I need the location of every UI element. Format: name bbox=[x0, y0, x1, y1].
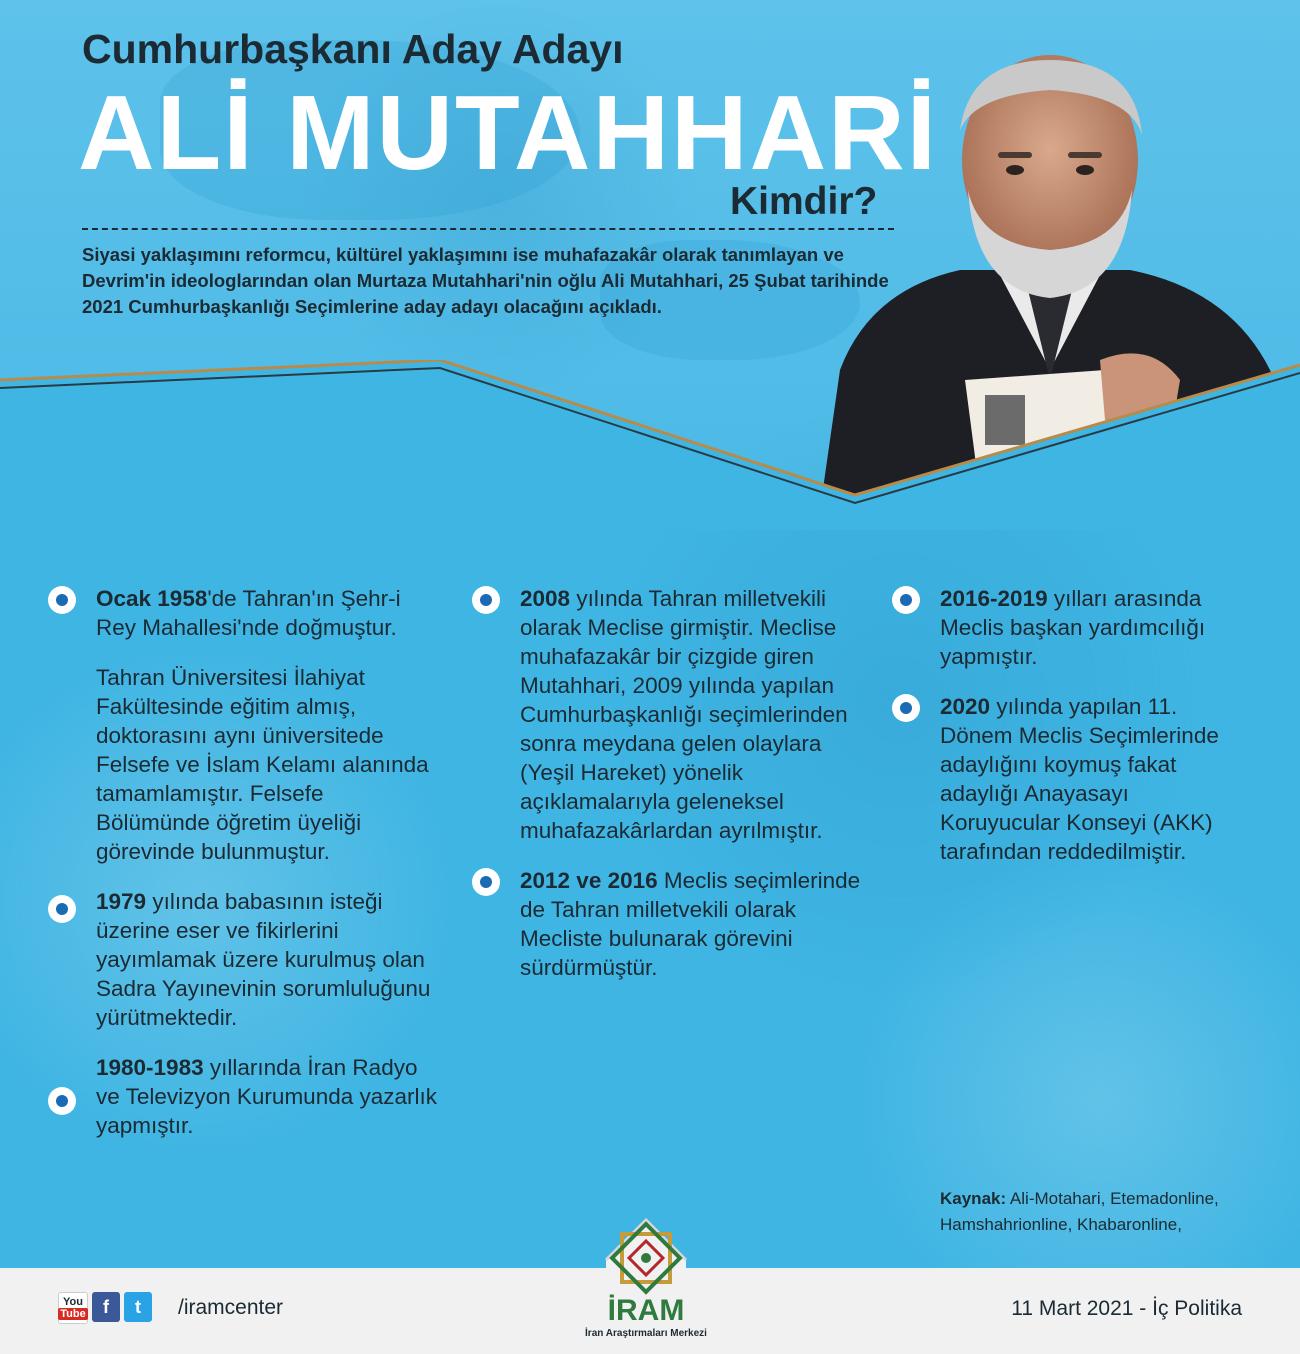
zigzag-divider bbox=[0, 360, 1300, 530]
entry-text: yıllarında İran Radyo ve Televizyon Kurumunda yazarlık yapmıştır. bbox=[96, 1055, 438, 1138]
entry-text: 'de Tahran'ın Şehr-i Rey Mahallesi'nde doğmuştur. bbox=[96, 586, 401, 640]
entry-date: 2016-2019 bbox=[940, 586, 1048, 611]
entry-date: Ocak 1958 bbox=[96, 586, 208, 611]
facebook-glyph: f bbox=[103, 1296, 109, 1317]
timeline-entry bbox=[892, 692, 1252, 866]
facebook-icon[interactable] bbox=[92, 1292, 120, 1322]
logo-emblem-icon bbox=[566, 1200, 726, 1354]
timeline-entry bbox=[48, 1053, 438, 1140]
timeline-column-3 bbox=[892, 584, 1252, 866]
bullet-icon bbox=[48, 895, 76, 923]
bullet-icon bbox=[472, 586, 500, 614]
entry-paragraph: Tahran Üniversitesi İlahiyat Fakültesinde eğitim almış, doktorasını aynı üniversitede Felsefe ve İslam Kelamı alanında tamamlamıştır. Felsefe Bölümünde öğretim üyeliği görevinde bulunmuştur. bbox=[96, 665, 429, 864]
bullet-icon bbox=[472, 868, 500, 896]
page-subtitle: Cumhurbaşkanı Aday Adayı bbox=[82, 26, 624, 72]
publication-date: 11 Mart 2021 - İç Politika bbox=[1011, 1297, 1242, 1320]
entry-date: 2008 bbox=[520, 586, 571, 611]
bullet-icon bbox=[892, 586, 920, 614]
timeline-entry bbox=[48, 584, 438, 642]
title-question: Kimdir? bbox=[730, 180, 878, 223]
page-title: ALİ MUTAHHARİ bbox=[78, 74, 939, 192]
timeline-column-1 bbox=[48, 584, 438, 1140]
source-credit bbox=[940, 1186, 1280, 1238]
bullet-icon bbox=[48, 586, 76, 614]
dashed-divider bbox=[82, 228, 894, 230]
entry-text: yılında yapılan 11. Dönem Meclis Seçimlerinde adaylığını koymuş fakat adaylığı Anayasayı Koruyucular Konseyi (AKK) tarafından reddedilmiştir. bbox=[940, 694, 1219, 864]
entry-text: yılında babasının isteği üzerine eser ve fikirlerini yayımlamak üzere kurulmuş olan Sadra Yayınevinin sorumluluğunu yürütmektedir. bbox=[96, 889, 431, 1030]
youtube-label-top: You bbox=[63, 1296, 83, 1308]
timeline-entry bbox=[472, 866, 862, 982]
twitter-glyph: t bbox=[135, 1296, 141, 1317]
entry-date: 1980-1983 bbox=[96, 1055, 204, 1080]
entry-date: 2020 bbox=[940, 694, 991, 719]
timeline-entry bbox=[48, 887, 438, 1032]
twitter-icon[interactable] bbox=[124, 1292, 152, 1322]
youtube-icon[interactable] bbox=[58, 1292, 88, 1324]
entry-text: yılları arasında Meclis başkan yardımcılığı yapmıştır. bbox=[940, 586, 1206, 669]
bullet-icon bbox=[892, 694, 920, 722]
social-links bbox=[58, 1292, 152, 1324]
intro-paragraph: Siyasi yaklaşımını reformcu, kültürel yaklaşımını ise muhafazakâr olarak tanımlayan ve Devrim'in ideologlarından olan Murtaza Mutahhari'nin oğlu Ali Mutahhari, 25 Şubat tarihinde 2021 Cumhurbaşkanlığı Seçimlerine aday adayı olacağını açıkladı. bbox=[82, 244, 889, 317]
iram-logo bbox=[566, 1200, 726, 1354]
entry-text: Meclis seçimlerinde de Tahran milletvekili olarak Mecliste bulunarak görevini sürdürmüştür. bbox=[520, 868, 861, 980]
entry-text: yılında Tahran milletvekili olarak Meclise girmiştir. Meclise muhafazakâr bir çizgide giren Mutahhari, 2009 yılında yapılan Cumhurbaşkanlığı seçimlerinden sonra meydana gelen olaylara (Yeşil Hareket) yönelik açıklamalarıyla geleneksel muhafazakârlardan ayrılmıştır. bbox=[520, 586, 848, 843]
source-text: Ali-Motahari, Etemadonline, Hamshahrionline, Khabaronline, bbox=[940, 1189, 1219, 1234]
entry-date: 1979 bbox=[96, 889, 147, 914]
timeline-entry bbox=[892, 584, 1252, 671]
timeline-entry bbox=[472, 584, 862, 845]
timeline-column-2 bbox=[472, 584, 862, 982]
entry-date: 2012 ve 2016 bbox=[520, 868, 658, 893]
youtube-label-bottom: Tube bbox=[60, 1308, 86, 1320]
source-label: Kaynak: bbox=[940, 1189, 1007, 1208]
social-handle[interactable]: /iramcenter bbox=[178, 1296, 284, 1319]
logo-subtitle: İran Araştırmaları Merkezi bbox=[585, 1328, 707, 1339]
bullet-icon bbox=[48, 1087, 76, 1115]
logo-name: İRAM bbox=[607, 1294, 685, 1327]
